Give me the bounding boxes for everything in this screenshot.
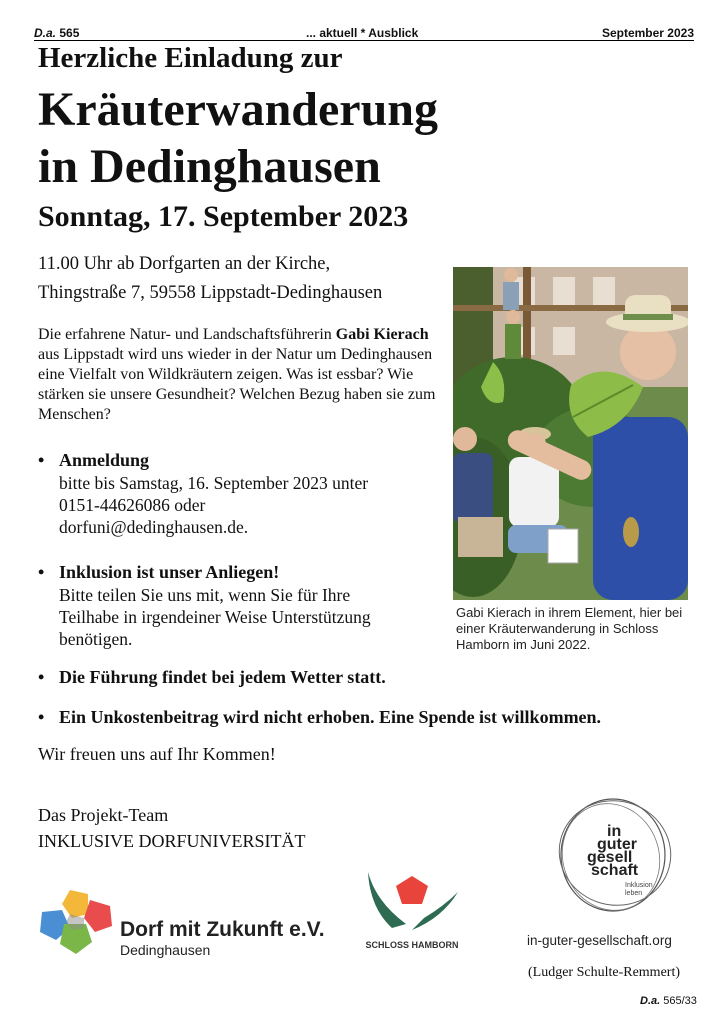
bullet-body (59, 472, 368, 538)
bullet-body (59, 584, 371, 650)
schloss-hamborn-icon (362, 862, 462, 937)
header-section: ... aktuell * Ausblick (306, 26, 419, 40)
bullet-dot: • (38, 562, 45, 582)
team-line2: INKLUSIVE DORFUNIVERSITÄT (38, 831, 306, 851)
bullet-line: bitte bis Samstag, 16. September 2023 unter (59, 473, 369, 493)
igg-word: schaft (591, 862, 639, 879)
intro-post: aus Lippstadt wird uns wieder in der Natur um Dedinghausen eine Vielfalt von Wildkräutern zeigen. Was ist essbar? Wie stärken sie unsere Gesundheit? Welchen Bezug haben sie zum Menschen? (38, 346, 436, 423)
bullet-line: benötigen. (59, 629, 133, 649)
title-main-line2: in Dedinghausen (38, 139, 381, 193)
bullet-dot: • (38, 450, 45, 470)
igg-word: guter (597, 836, 637, 853)
in-guter-gesellschaft-logo (545, 785, 685, 925)
dmz-title: Dorf mit Zukunft e.V. (120, 918, 325, 941)
phone-number: 0151-44626086 oder (59, 495, 206, 515)
schloss-hamborn-logo (362, 862, 472, 957)
event-address (38, 250, 382, 308)
igg-tagline-line: Inklusion (625, 882, 653, 889)
page-number (640, 995, 697, 1007)
title-intro: Herzliche Einladung zur (38, 42, 343, 74)
title-main-line1: Kräuterwanderung (38, 83, 438, 136)
igg-wordmark (585, 825, 638, 877)
igg-word: in (607, 823, 622, 840)
bullet-line: Bitte teilen Sie uns mit, wenn Sie für Ihre (59, 585, 351, 605)
address-line1: 11.00 Uhr ab Dorfgarten an der Kirche, (38, 254, 331, 274)
igg-word: gesell (587, 849, 633, 866)
guide-name: Gabi Kierach (335, 326, 429, 343)
bullet-dot: • (38, 707, 45, 727)
dorf-mit-zukunft-logo (40, 888, 340, 958)
photo-caption: Gabi Kierach in ihrem Element, hier bei einer Kräuterwanderung in Schloss Hamborn im Juni 2022. (456, 605, 683, 652)
title-main (38, 82, 438, 195)
igg-tagline (625, 882, 653, 898)
event-date: Sonntag, 17. September 2023 (38, 200, 409, 233)
bullet-title: Ein Unkostenbeitrag wird nicht erhoben. Eine Spende ist willkommen. (59, 707, 602, 727)
email-address: dorfuni@dedinghausen.de. (59, 517, 249, 537)
igg-url: in-guter-gesellschaft.org (527, 933, 672, 948)
closing-text: Wir freuen uns auf Ihr Kommen! (38, 744, 276, 764)
intro-paragraph (38, 325, 448, 425)
footer-page: 565/33 (660, 995, 697, 1007)
bullet-title: Die Führung findet bei jedem Wetter statt. (59, 667, 386, 687)
team-line1: Das Projekt-Team (38, 805, 169, 825)
photo-illustration (453, 267, 688, 600)
footer-issue: D.a. (640, 995, 661, 1007)
dmz-subtitle: Dedinghausen (120, 942, 211, 958)
header-date: September 2023 (601, 26, 694, 40)
intro-pre: Die erfahrene Natur- und Landschaftsführerin (38, 326, 336, 343)
dmz-logo-icon (40, 888, 116, 958)
address-line2: Thingstraße 7, 59558 Lippstadt-Dedinghausen (38, 283, 383, 303)
bullet-title: Inklusion ist unser Anliegen! (59, 562, 280, 582)
event-photo (453, 267, 688, 600)
page-header (34, 25, 694, 41)
bullet-line: Teilhabe in irgendeiner Weise Unterstützung (59, 607, 371, 627)
bullet-dot: • (38, 667, 45, 687)
signature-team (38, 802, 306, 854)
author-credit: (Ludger Schulte-Remmert) (528, 965, 681, 980)
header-issue: D.a. 565 (34, 26, 80, 40)
schloss-hamborn-text: SCHLOSS HAMBORN (365, 940, 459, 950)
bullet-title: Anmeldung (59, 450, 150, 470)
igg-tagline-line: leben (625, 890, 643, 897)
